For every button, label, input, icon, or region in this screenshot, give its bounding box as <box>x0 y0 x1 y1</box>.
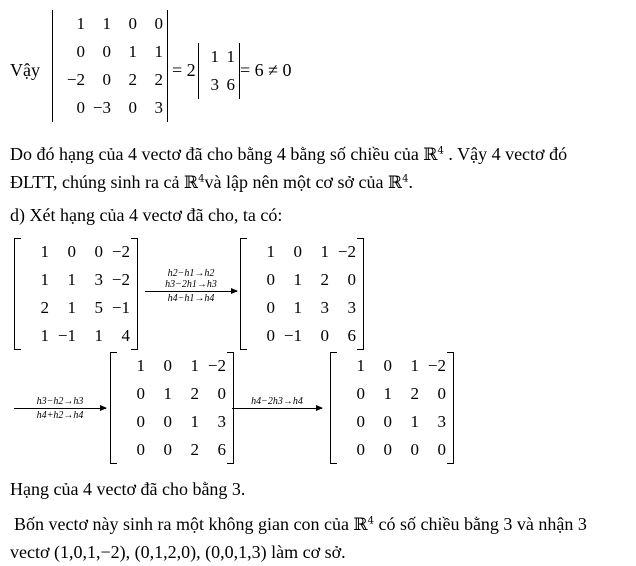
matrix-cell: 0 <box>163 412 172 431</box>
matrix-cell: 1 <box>210 47 219 66</box>
rank-statement: Hạng của 4 vectơ đã cho bằng 3. <box>10 479 246 499</box>
arrow-right-icon <box>232 408 322 409</box>
matrix-row <box>118 352 226 380</box>
matrix-cell: 0 <box>94 242 103 261</box>
matrix-cell: −2 <box>337 242 356 261</box>
matrix-cell: 0 <box>383 412 392 431</box>
matrix-cell: 0 <box>347 270 356 289</box>
det2-table <box>203 43 235 99</box>
basis-vector-2: (0,1,2,0), <box>134 542 201 562</box>
matrix-cell: 0 <box>356 412 365 431</box>
matrix-cell: 1 <box>67 298 76 317</box>
row-op-arrow-2 <box>14 396 106 421</box>
matrix-cell: 1 <box>154 42 163 61</box>
matrix-cell: 3 <box>94 270 103 289</box>
matrix-cell: 0 <box>356 384 365 403</box>
matrix-cell: 2 <box>410 384 419 403</box>
para1-text-d: và lập nên một cơ sở của <box>204 172 384 192</box>
matrix-row <box>59 38 163 66</box>
matrix-cell: −1 <box>57 326 76 345</box>
determinant-4x4 <box>52 10 168 122</box>
matrix-cell: 3 <box>320 298 329 317</box>
matrix-cell: 0 <box>163 356 172 375</box>
matrix-cell: 2 <box>154 70 163 89</box>
basis-vector-1: (1,0,1,−2), <box>54 542 131 562</box>
matrix-cell: 3 <box>210 75 219 94</box>
matrix-cell: 0 <box>383 356 392 375</box>
arrow-right-icon <box>145 291 237 292</box>
matrix-cell: 6 <box>347 326 356 345</box>
matrix-row <box>118 408 226 436</box>
matrix-cell: −1 <box>283 326 302 345</box>
matrix-row <box>248 238 356 266</box>
matrix-cell: 0 <box>76 98 85 117</box>
matrix-cell: 0 <box>356 440 365 459</box>
matrix-row <box>203 43 235 71</box>
matrix-row <box>248 322 356 350</box>
matrix-row <box>338 436 446 464</box>
matrix-cell: −3 <box>92 98 111 117</box>
matrix-row <box>203 71 235 99</box>
matrix-cell: 0 <box>128 98 137 117</box>
conclusion-text-d: làm cơ sở. <box>271 542 346 562</box>
matrix-cell: 6 <box>226 75 235 94</box>
matrix-cell: 1 <box>136 356 145 375</box>
matrix-cell: 1 <box>102 14 111 33</box>
matrix-row <box>59 94 163 122</box>
matrix-2 <box>240 238 364 350</box>
matrix-cell: 0 <box>136 440 145 459</box>
matrix-row <box>338 352 446 380</box>
matrix-cell: 4 <box>121 326 130 345</box>
matrix-cell: 1 <box>94 326 103 345</box>
matrix-cell: 0 <box>266 326 275 345</box>
matrix-cell: 1 <box>76 14 85 33</box>
matrix-cell: 1 <box>40 242 49 261</box>
matrix-cell: −2 <box>111 242 130 261</box>
op1-label-top2: h3−2h1→h3 <box>165 279 217 290</box>
matrix-cell: 1 <box>410 412 419 431</box>
matrix-cell: 2 <box>40 298 49 317</box>
matrix-cell: 2 <box>190 384 199 403</box>
matrix-cell: 2 <box>320 270 329 289</box>
det-coefficient: = 2 <box>172 60 196 80</box>
para1-text-c: ĐLTT, chúng sinh ra cả <box>10 172 180 192</box>
para1-text-b: . Vậy 4 vectơ đó <box>448 144 568 164</box>
matrix-cell: 0 <box>266 298 275 317</box>
matrix-cell: 0 <box>217 384 226 403</box>
matrix-4 <box>330 352 454 464</box>
op2-label-top: h3−h2→h3 <box>36 396 84 407</box>
matrix-cell: 0 <box>437 384 446 403</box>
op1-label-bottom: h4−h1→h4 <box>167 293 215 304</box>
matrix-row <box>338 408 446 436</box>
matrix-cell: −2 <box>111 270 130 289</box>
matrix-cell: 0 <box>163 440 172 459</box>
matrix-cell: 1 <box>320 242 329 261</box>
matrix-row <box>22 238 130 266</box>
matrix-cell: −2 <box>427 356 446 375</box>
matrix-cell: 1 <box>40 326 49 345</box>
para1-line2 <box>10 172 413 193</box>
matrix-cell: 3 <box>347 298 356 317</box>
vay-label: Vậy <box>10 60 40 80</box>
real-space-symbol: ℝ$^4$ <box>183 173 205 193</box>
m4-table <box>338 352 446 464</box>
matrix-cell: 0 <box>76 42 85 61</box>
matrix-cell: 6 <box>217 440 226 459</box>
matrix-cell: 0 <box>320 326 329 345</box>
matrix-row <box>248 294 356 322</box>
matrix-cell: −2 <box>207 356 226 375</box>
matrix-cell: −2 <box>66 70 85 89</box>
matrix-cell: 0 <box>102 70 111 89</box>
matrix-row <box>248 266 356 294</box>
conclusion-text-b: có số chiều bằng 3 và nhận 3 <box>378 514 587 534</box>
matrix-row <box>118 380 226 408</box>
real-space-symbol: ℝ$^4$ <box>353 515 374 535</box>
matrix-cell: 3 <box>217 412 226 431</box>
matrix-row <box>22 322 130 350</box>
matrix-cell: 0 <box>136 412 145 431</box>
matrix-cell: 1 <box>190 412 199 431</box>
det-result: = 6 ≠ 0 <box>240 60 292 80</box>
para1-line1 <box>10 144 567 165</box>
matrix-cell: 1 <box>293 270 302 289</box>
matrix-cell: 1 <box>190 356 199 375</box>
matrix-cell: 2 <box>190 440 199 459</box>
real-space-symbol: ℝ$^4$ <box>423 145 444 165</box>
matrix-cell: 1 <box>293 298 302 317</box>
matrix-cell: 0 <box>293 242 302 261</box>
arrow-right-icon <box>14 408 106 409</box>
matrix-cell: 0 <box>383 440 392 459</box>
conclusion-text-a: Bốn vectơ này sinh ra một không gian con của <box>14 514 349 534</box>
matrix-cell: −1 <box>111 298 130 317</box>
matrix-row <box>22 294 130 322</box>
conclusion-line2 <box>10 542 346 563</box>
determinant-2x2 <box>198 43 240 99</box>
matrix-cell: 1 <box>356 356 365 375</box>
conclusion-text-c: vectơ <box>10 542 50 562</box>
matrix-cell: 0 <box>102 42 111 61</box>
matrix-cell: 1 <box>266 242 275 261</box>
matrix-cell: 0 <box>136 384 145 403</box>
matrix-cell: 2 <box>128 70 137 89</box>
matrix-cell: 0 <box>154 14 163 33</box>
matrix-row <box>118 436 226 464</box>
matrix-cell: 0 <box>67 242 76 261</box>
matrix-row <box>59 10 163 38</box>
matrix-cell: 1 <box>40 270 49 289</box>
row-op-arrow-1 <box>145 268 237 304</box>
matrix-cell: 1 <box>226 47 235 66</box>
matrix-cell: 1 <box>163 384 172 403</box>
matrix-cell: 1 <box>410 356 419 375</box>
matrix-cell: 1 <box>383 384 392 403</box>
part-d-heading: d) Xét hạng của 4 vectơ đã cho, ta có: <box>10 205 283 225</box>
matrix-cell: 0 <box>128 14 137 33</box>
matrix-row <box>59 66 163 94</box>
matrix-cell: 3 <box>437 412 446 431</box>
conclusion-line1 <box>14 514 587 535</box>
matrix-cell: 5 <box>94 298 103 317</box>
matrix-row <box>22 266 130 294</box>
matrix-cell: 1 <box>67 270 76 289</box>
m3-table <box>118 352 226 464</box>
real-space-symbol: ℝ$^4$ <box>387 173 409 193</box>
matrix-cell: 0 <box>410 440 419 459</box>
op3-label-top: h4−2h3→h4 <box>251 396 303 407</box>
basis-vector-3: (0,0,1,3) <box>205 542 267 562</box>
op2-label-bottom: h4+h2→h4 <box>36 410 84 421</box>
matrix-cell: 0 <box>437 440 446 459</box>
matrix-3 <box>110 352 234 464</box>
para1-text-e: . <box>408 172 413 192</box>
det4-table <box>59 10 163 122</box>
m1-table <box>22 238 130 350</box>
matrix-row <box>338 380 446 408</box>
matrix-cell: 1 <box>128 42 137 61</box>
matrix-1 <box>14 238 138 350</box>
m2-table <box>248 238 356 350</box>
op1-label-top1: h2−h1→h2 <box>167 268 215 279</box>
row-op-arrow-3 <box>232 396 322 410</box>
matrix-cell: 0 <box>266 270 275 289</box>
para1-text-a: Do đó hạng của 4 vectơ đã cho bằng 4 bằng số chiều của <box>10 144 419 164</box>
matrix-cell: 3 <box>154 98 163 117</box>
